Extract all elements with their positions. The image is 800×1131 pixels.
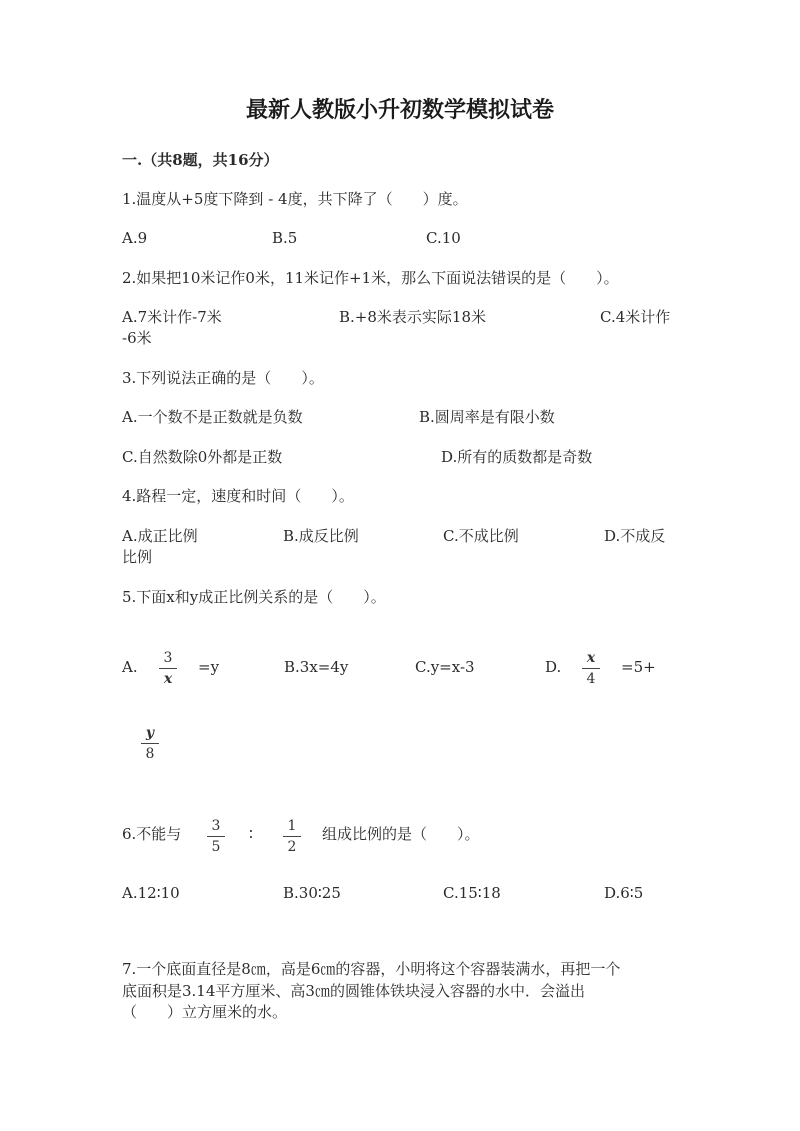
question-5-stem: 5.下面x和y成正比例关系的是（ ）。 <box>122 588 386 606</box>
fraction-numerator: x <box>586 650 596 666</box>
question-5-option-a-fraction <box>155 650 181 687</box>
question-3-option-d: D.所有的质数都是奇数 <box>441 448 593 466</box>
question-5-option-c: C.y=x-3 <box>415 658 475 676</box>
question-6-option-b: B.30∶25 <box>283 884 341 902</box>
question-6-option-d: D.6∶5 <box>604 884 644 902</box>
question-5-option-d-label: D. <box>545 658 562 676</box>
question-4-stem: 4.路程一定，速度和时间（ ）。 <box>122 487 354 505</box>
question-4-option-c: C.不成比例 <box>443 527 519 545</box>
section-heading: 一.（共8题，共16分） <box>122 151 279 169</box>
question-3-stem: 3.下列说法正确的是（ ）。 <box>122 369 324 387</box>
question-1-option-c: C.10 <box>426 229 461 247</box>
fraction-numerator: y <box>145 725 155 741</box>
question-1-stem: 1.温度从+5度下降到 - 4度，共下降了（ ）度。 <box>122 190 468 208</box>
fraction-numerator: 3 <box>211 818 221 834</box>
question-5-option-a-label: A. <box>122 658 138 676</box>
question-1-option-b: B.5 <box>272 229 298 247</box>
question-3-option-a: A.一个数不是正数就是负数 <box>122 408 303 426</box>
question-4-option-d-wrap: 比例 <box>122 548 153 566</box>
fraction-numerator: 3 <box>163 650 173 666</box>
question-7-line-3: （ ）立方厘米的水。 <box>122 1003 288 1021</box>
question-5-option-d-fraction <box>578 650 604 687</box>
fraction-numerator: 1 <box>287 818 297 834</box>
page-title: 最新人教版小升初数学模拟试卷 <box>245 97 554 123</box>
fraction-denominator: 8 <box>145 746 155 762</box>
question-7-line-1: 7.一个底面直径是8㎝，高是6㎝的容器，小明将这个容器装满水，再把一个 <box>122 960 621 978</box>
question-2-option-a: A.7米计作-7米 <box>122 308 222 326</box>
question-6-suffix: 组成比例的是（ ）。 <box>322 825 480 843</box>
fraction-denominator: x <box>163 671 173 687</box>
fraction-denominator: 5 <box>211 839 221 855</box>
question-4-option-b: B.成反比例 <box>283 527 359 545</box>
question-2-option-c: C.4米计作 <box>600 308 671 326</box>
question-6-fraction-2 <box>279 818 305 855</box>
question-5-option-a-tail: =y <box>198 658 220 676</box>
question-6-fraction-1 <box>203 818 229 855</box>
question-6-option-c: C.15∶18 <box>443 884 501 902</box>
question-6-colon: ∶ <box>249 825 253 843</box>
fraction-denominator: 2 <box>287 839 297 855</box>
question-3-option-b: B.圆周率是有限小数 <box>419 408 555 426</box>
fraction-denominator: 4 <box>586 671 596 687</box>
question-2-option-b: B.+8米表示实际18米 <box>339 308 486 326</box>
question-5-option-d-tail: =5+ <box>621 658 656 676</box>
question-7-line-2: 底面积是3.14平方厘米、高3㎝的圆锥体铁块浸入容器的水中．会溢出 <box>122 982 585 1000</box>
question-4-option-d: D.不成反 <box>604 527 666 545</box>
question-6-prefix: 6.不能与 <box>122 825 182 843</box>
question-4-option-a: A.成正比例 <box>122 527 198 545</box>
question-3-option-c: C.自然数除0外都是正数 <box>122 448 283 466</box>
question-2-option-c-wrap: -6米 <box>122 329 152 347</box>
question-2-stem: 2.如果把10米记作0米，11米记作+1米，那么下面说法错误的是（ ）。 <box>122 269 619 287</box>
question-5-option-b: B.3x=4y <box>284 658 349 676</box>
question-5-option-d-fraction-2 <box>137 725 163 762</box>
question-6-option-a: A.12∶10 <box>122 884 180 902</box>
question-1-option-a: A.9 <box>122 229 148 247</box>
